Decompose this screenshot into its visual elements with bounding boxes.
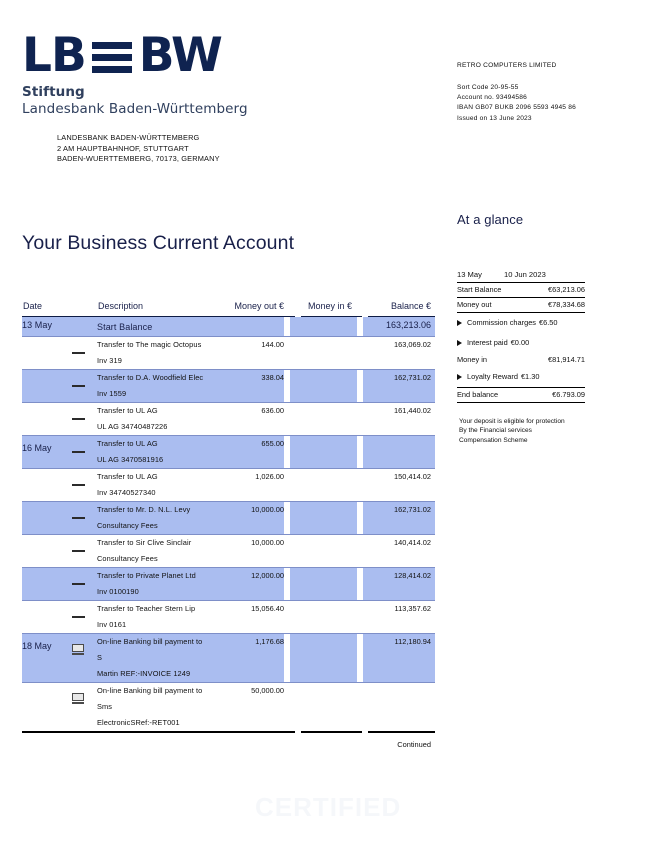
- page-title: Your Business Current Account: [22, 232, 295, 254]
- row-date: [22, 317, 70, 336]
- dash-icon: [72, 583, 85, 584]
- row-balance: [363, 469, 435, 501]
- row-money-out-value: 50,000.00: [251, 686, 284, 696]
- row-balance-value: 128,414.02: [394, 571, 431, 581]
- table-row[interactable]: [22, 436, 435, 468]
- glance-start-balance-label: Start Balance: [457, 285, 502, 294]
- row-icon-cell: [70, 337, 96, 369]
- row-money-out-value: 1,026.00: [255, 472, 284, 482]
- row-description: [96, 317, 206, 336]
- glance-money-in-label: Money in: [457, 355, 487, 364]
- account-details: [457, 83, 576, 124]
- deposit-note-line-3: Compensation Scheme: [459, 436, 528, 444]
- row-money-out-value: 10,000.00: [251, 505, 284, 515]
- row-icon-cell: [70, 683, 96, 731]
- row-balance-value: 162,731.02: [394, 373, 431, 383]
- row-description-line-2: Consultancy Fees: [97, 521, 158, 531]
- glance-end-balance-label: End balance: [457, 390, 499, 399]
- row-money-out: [206, 370, 284, 402]
- glance-commission-value: €6.50: [539, 318, 558, 327]
- table-row[interactable]: [22, 601, 435, 633]
- glance-money-out-label: Money out: [457, 300, 492, 309]
- dash-icon: [72, 616, 85, 617]
- row-icon-cell: [70, 370, 96, 402]
- table-row[interactable]: [22, 337, 435, 369]
- row-money-out-value: 12,000.00: [251, 571, 284, 581]
- row-date: [22, 683, 70, 731]
- row-money-in: [290, 436, 357, 468]
- header-description: Description: [98, 301, 144, 311]
- header-balance: Balance €: [390, 301, 431, 311]
- row-description: [96, 403, 206, 435]
- row-balance-value: 112,180.94: [394, 637, 431, 647]
- continued-label: Continued: [397, 739, 431, 749]
- glance-title: At a glance: [457, 212, 524, 227]
- row-description-line-1: On-line Banking bill payment to S: [97, 637, 203, 663]
- glance-start-balance-value: €63,213.06: [548, 285, 585, 294]
- glance-interest-label: Interest paid: [467, 338, 508, 347]
- table-row[interactable]: [22, 469, 435, 501]
- logo-subtitle-bankname: Landesbank Baden-Württemberg: [22, 101, 248, 117]
- row-date: [22, 469, 70, 501]
- row-date: [22, 601, 70, 633]
- logo-wordmark: [22, 28, 282, 83]
- row-balance: [363, 317, 435, 336]
- row-description-line-2: Inv 1559: [97, 389, 127, 399]
- row-description-line-2: Martin REF:-INVOICE 1249: [97, 669, 191, 679]
- row-icon-cell: [70, 634, 96, 682]
- issue-date: Issued on 13 June 2023: [457, 114, 532, 122]
- logo-text-right: BW: [138, 28, 222, 83]
- row-date-value: 13 May: [22, 320, 53, 331]
- row-description-line-1: On-line Banking bill payment to Sms: [97, 686, 203, 712]
- row-money-out: [206, 469, 284, 501]
- row-date: [22, 370, 70, 402]
- row-icon-cell: [70, 535, 96, 567]
- row-description: [96, 601, 206, 633]
- monitor-icon: [72, 693, 85, 704]
- dash-icon: [72, 517, 85, 518]
- row-balance-value: 163,213.06: [385, 320, 431, 331]
- glance-period-to: 10 Jun 2023: [504, 270, 546, 279]
- triangle-right-icon: [457, 320, 462, 326]
- monitor-icon: [72, 644, 85, 655]
- glance-commission-label: Commission charges: [467, 318, 537, 327]
- table-row[interactable]: [22, 535, 435, 567]
- table-row-start-balance[interactable]: [22, 317, 435, 336]
- row-icon-cell: [70, 403, 96, 435]
- row-description-value: Start Balance: [97, 322, 153, 333]
- row-money-out: [206, 403, 284, 435]
- row-money-in: [290, 502, 357, 534]
- row-date: [22, 403, 70, 435]
- row-balance: [363, 370, 435, 402]
- row-money-out: [206, 317, 284, 336]
- row-description-line-1: Transfer to UL AG: [97, 439, 158, 449]
- row-icon-cell: [70, 568, 96, 600]
- table-header-row: [22, 301, 435, 316]
- row-balance-value: 140,414.02: [394, 538, 431, 548]
- row-description: [96, 502, 206, 534]
- transactions-table: [22, 301, 435, 749]
- header-icon-spacer: [71, 301, 97, 311]
- row-icon-cell: [70, 469, 96, 501]
- header-money-out: Money out €: [234, 301, 284, 311]
- row-description: [96, 568, 206, 600]
- glance-period: [457, 270, 585, 282]
- glance-end-balance-value: €6.793.09: [552, 390, 585, 399]
- row-balance: [363, 634, 435, 682]
- row-icon-cell: [70, 317, 96, 336]
- bank-address: [57, 133, 220, 165]
- row-money-in: [290, 683, 357, 731]
- at-a-glance-panel: [457, 212, 585, 403]
- row-money-in: [290, 469, 357, 501]
- glance-loyalty-label: Loyalty Reward: [467, 372, 518, 381]
- row-money-out-value: 10,000.00: [251, 538, 284, 548]
- row-balance: [363, 601, 435, 633]
- row-description-line-1: Transfer to Mr. D. N.L. Levy: [97, 505, 191, 515]
- glance-period-from: 13 May: [457, 270, 482, 279]
- row-balance-value: 161,440.02: [394, 406, 431, 416]
- triangle-right-icon: [457, 340, 462, 346]
- row-description-line-2: Inv 0100190: [97, 587, 139, 597]
- logo-subtitle-stiftung: Stiftung: [22, 84, 85, 100]
- bank-address-line-3: BADEN-WUERTTEMBERG, 70173, GERMANY: [57, 154, 220, 164]
- dash-icon: [72, 385, 85, 386]
- glance-interest-value: €0.00: [510, 338, 530, 347]
- row-money-in: [290, 535, 357, 567]
- row-description-line-2: UL AG 3470581916: [97, 455, 164, 465]
- glance-loyalty-value: €1.30: [520, 372, 540, 381]
- row-balance-value: 162,731.02: [394, 505, 431, 515]
- row-description-line-2: Consultancy Fees: [97, 554, 158, 564]
- bank-address-line-1: LANDESBANK BADEN-WÜRTTEMBERG: [57, 133, 200, 142]
- dash-icon: [72, 451, 85, 452]
- row-date: [22, 502, 70, 534]
- dash-icon: [72, 352, 85, 353]
- row-date: [22, 568, 70, 600]
- row-money-out: [206, 502, 284, 534]
- row-money-out: [206, 634, 284, 682]
- row-money-out: [206, 683, 284, 731]
- row-balance: [363, 502, 435, 534]
- row-description: [96, 337, 206, 369]
- row-money-out: [206, 568, 284, 600]
- watermark: CERTIFIED: [255, 792, 402, 822]
- row-description-line-1: Transfer to Private Planet Ltd: [97, 571, 196, 581]
- row-balance-value: 163,069.02: [394, 340, 431, 350]
- row-description: [96, 436, 206, 468]
- row-balance: [363, 436, 435, 468]
- glance-divider-5: [457, 402, 585, 403]
- row-balance: [363, 403, 435, 435]
- deposit-note-line-1: Your deposit is eligible for protection: [459, 418, 565, 425]
- row-description: [96, 683, 206, 731]
- logo-text-left: LB: [22, 28, 86, 83]
- row-money-out-value: 15,056.40: [251, 604, 284, 614]
- row-description-line-1: Transfer to D.A. Woodfield Elec: [97, 373, 204, 383]
- glance-money-out-value: €78,334.68: [548, 300, 585, 309]
- glance-money-in: [457, 353, 585, 367]
- row-date-value: 16 May: [22, 443, 52, 454]
- row-money-out-value: 636.00: [261, 406, 284, 416]
- row-description-line-2: ElectronicSRef:-RET001: [97, 718, 180, 728]
- row-description-line-1: Transfer to Sir Clive Sinclair: [97, 538, 192, 548]
- bank-logo: [22, 28, 282, 117]
- row-balance-value: 150,414.02: [394, 472, 431, 482]
- row-description: [96, 535, 206, 567]
- table-body: [22, 317, 435, 731]
- glance-money-in-value: €81,914.71: [548, 355, 585, 364]
- row-description-line-1: Transfer to UL AG: [97, 406, 158, 416]
- row-description-line-2: Inv 319: [97, 356, 122, 366]
- row-money-out: [206, 436, 284, 468]
- header-date: Date: [23, 301, 43, 311]
- account-number: Account no. 93494586: [457, 94, 527, 102]
- account-holder-name: RETRO COMPUTERS LIMITED: [457, 62, 557, 69]
- header-money-in: Money in €: [307, 301, 352, 311]
- table-row[interactable]: [22, 370, 435, 402]
- row-money-in: [290, 317, 357, 336]
- deposit-protection-note: [459, 417, 565, 445]
- row-money-out-value: 655.00: [261, 439, 284, 449]
- row-date: [22, 337, 70, 369]
- glance-loyalty-reward[interactable]: [457, 367, 585, 387]
- table-row[interactable]: [22, 634, 435, 682]
- row-money-out-value: 144.00: [261, 340, 284, 350]
- row-money-in: [290, 370, 357, 402]
- row-description-line-1: Transfer to UL AG: [97, 472, 158, 482]
- row-balance: [363, 568, 435, 600]
- row-money-in: [290, 568, 357, 600]
- table-bottom-divider: [22, 731, 435, 732]
- row-money-out: [206, 337, 284, 369]
- table-row[interactable]: [22, 568, 435, 600]
- row-description: [96, 634, 206, 682]
- table-row[interactable]: [22, 683, 435, 731]
- table-row[interactable]: [22, 403, 435, 435]
- bank-address-line-2: 2 AM HAUPTBAHNHOF, STUTTGART: [57, 143, 189, 153]
- row-description-line-1: Transfer to The magic Octopus: [97, 340, 202, 350]
- dash-icon: [72, 550, 85, 551]
- row-balance: [363, 535, 435, 567]
- glance-interest-paid[interactable]: [457, 333, 585, 353]
- row-description: [96, 469, 206, 501]
- row-money-out-value: 338.04: [261, 373, 284, 383]
- row-balance: [363, 337, 435, 369]
- glance-end-balance: [457, 388, 585, 402]
- row-money-out-value: 1,176.68: [255, 637, 284, 647]
- equals-bars-icon: [92, 39, 132, 73]
- row-money-in: [290, 403, 357, 435]
- row-money-in: [290, 634, 357, 682]
- row-icon-cell: [70, 436, 96, 468]
- glance-money-out: [457, 298, 585, 312]
- dash-icon: [72, 484, 85, 485]
- row-description-line-2: Inv 0161: [97, 620, 127, 630]
- row-date: [22, 535, 70, 567]
- row-date: [22, 436, 70, 468]
- table-row[interactable]: [22, 502, 435, 534]
- row-money-in: [290, 337, 357, 369]
- row-icon-cell: [70, 502, 96, 534]
- dash-icon: [72, 418, 85, 419]
- sort-code: Sort Code 20-95-55: [457, 84, 519, 91]
- glance-start-balance: [457, 283, 585, 297]
- triangle-right-icon: [457, 374, 462, 380]
- glance-commission-charges[interactable]: [457, 313, 585, 333]
- deposit-note-line-2: By the Financial services: [459, 427, 532, 435]
- row-description-line-1: Transfer to Teacher Stern Lip: [97, 604, 196, 614]
- row-balance: [363, 683, 435, 731]
- row-description-line-2: Inv 34740527340: [97, 488, 156, 498]
- iban: IBAN GB07 BUKB 2096 5593 4945 86: [457, 104, 576, 112]
- row-money-out: [206, 535, 284, 567]
- row-date-value: 18 May: [22, 641, 52, 652]
- row-money-out: [206, 601, 284, 633]
- row-description-line-2: UL AG 34740487226: [97, 422, 168, 432]
- row-description: [96, 370, 206, 402]
- row-money-in: [290, 601, 357, 633]
- row-icon-cell: [70, 601, 96, 633]
- row-date: [22, 634, 70, 682]
- row-balance-value: 113,357.62: [394, 604, 431, 614]
